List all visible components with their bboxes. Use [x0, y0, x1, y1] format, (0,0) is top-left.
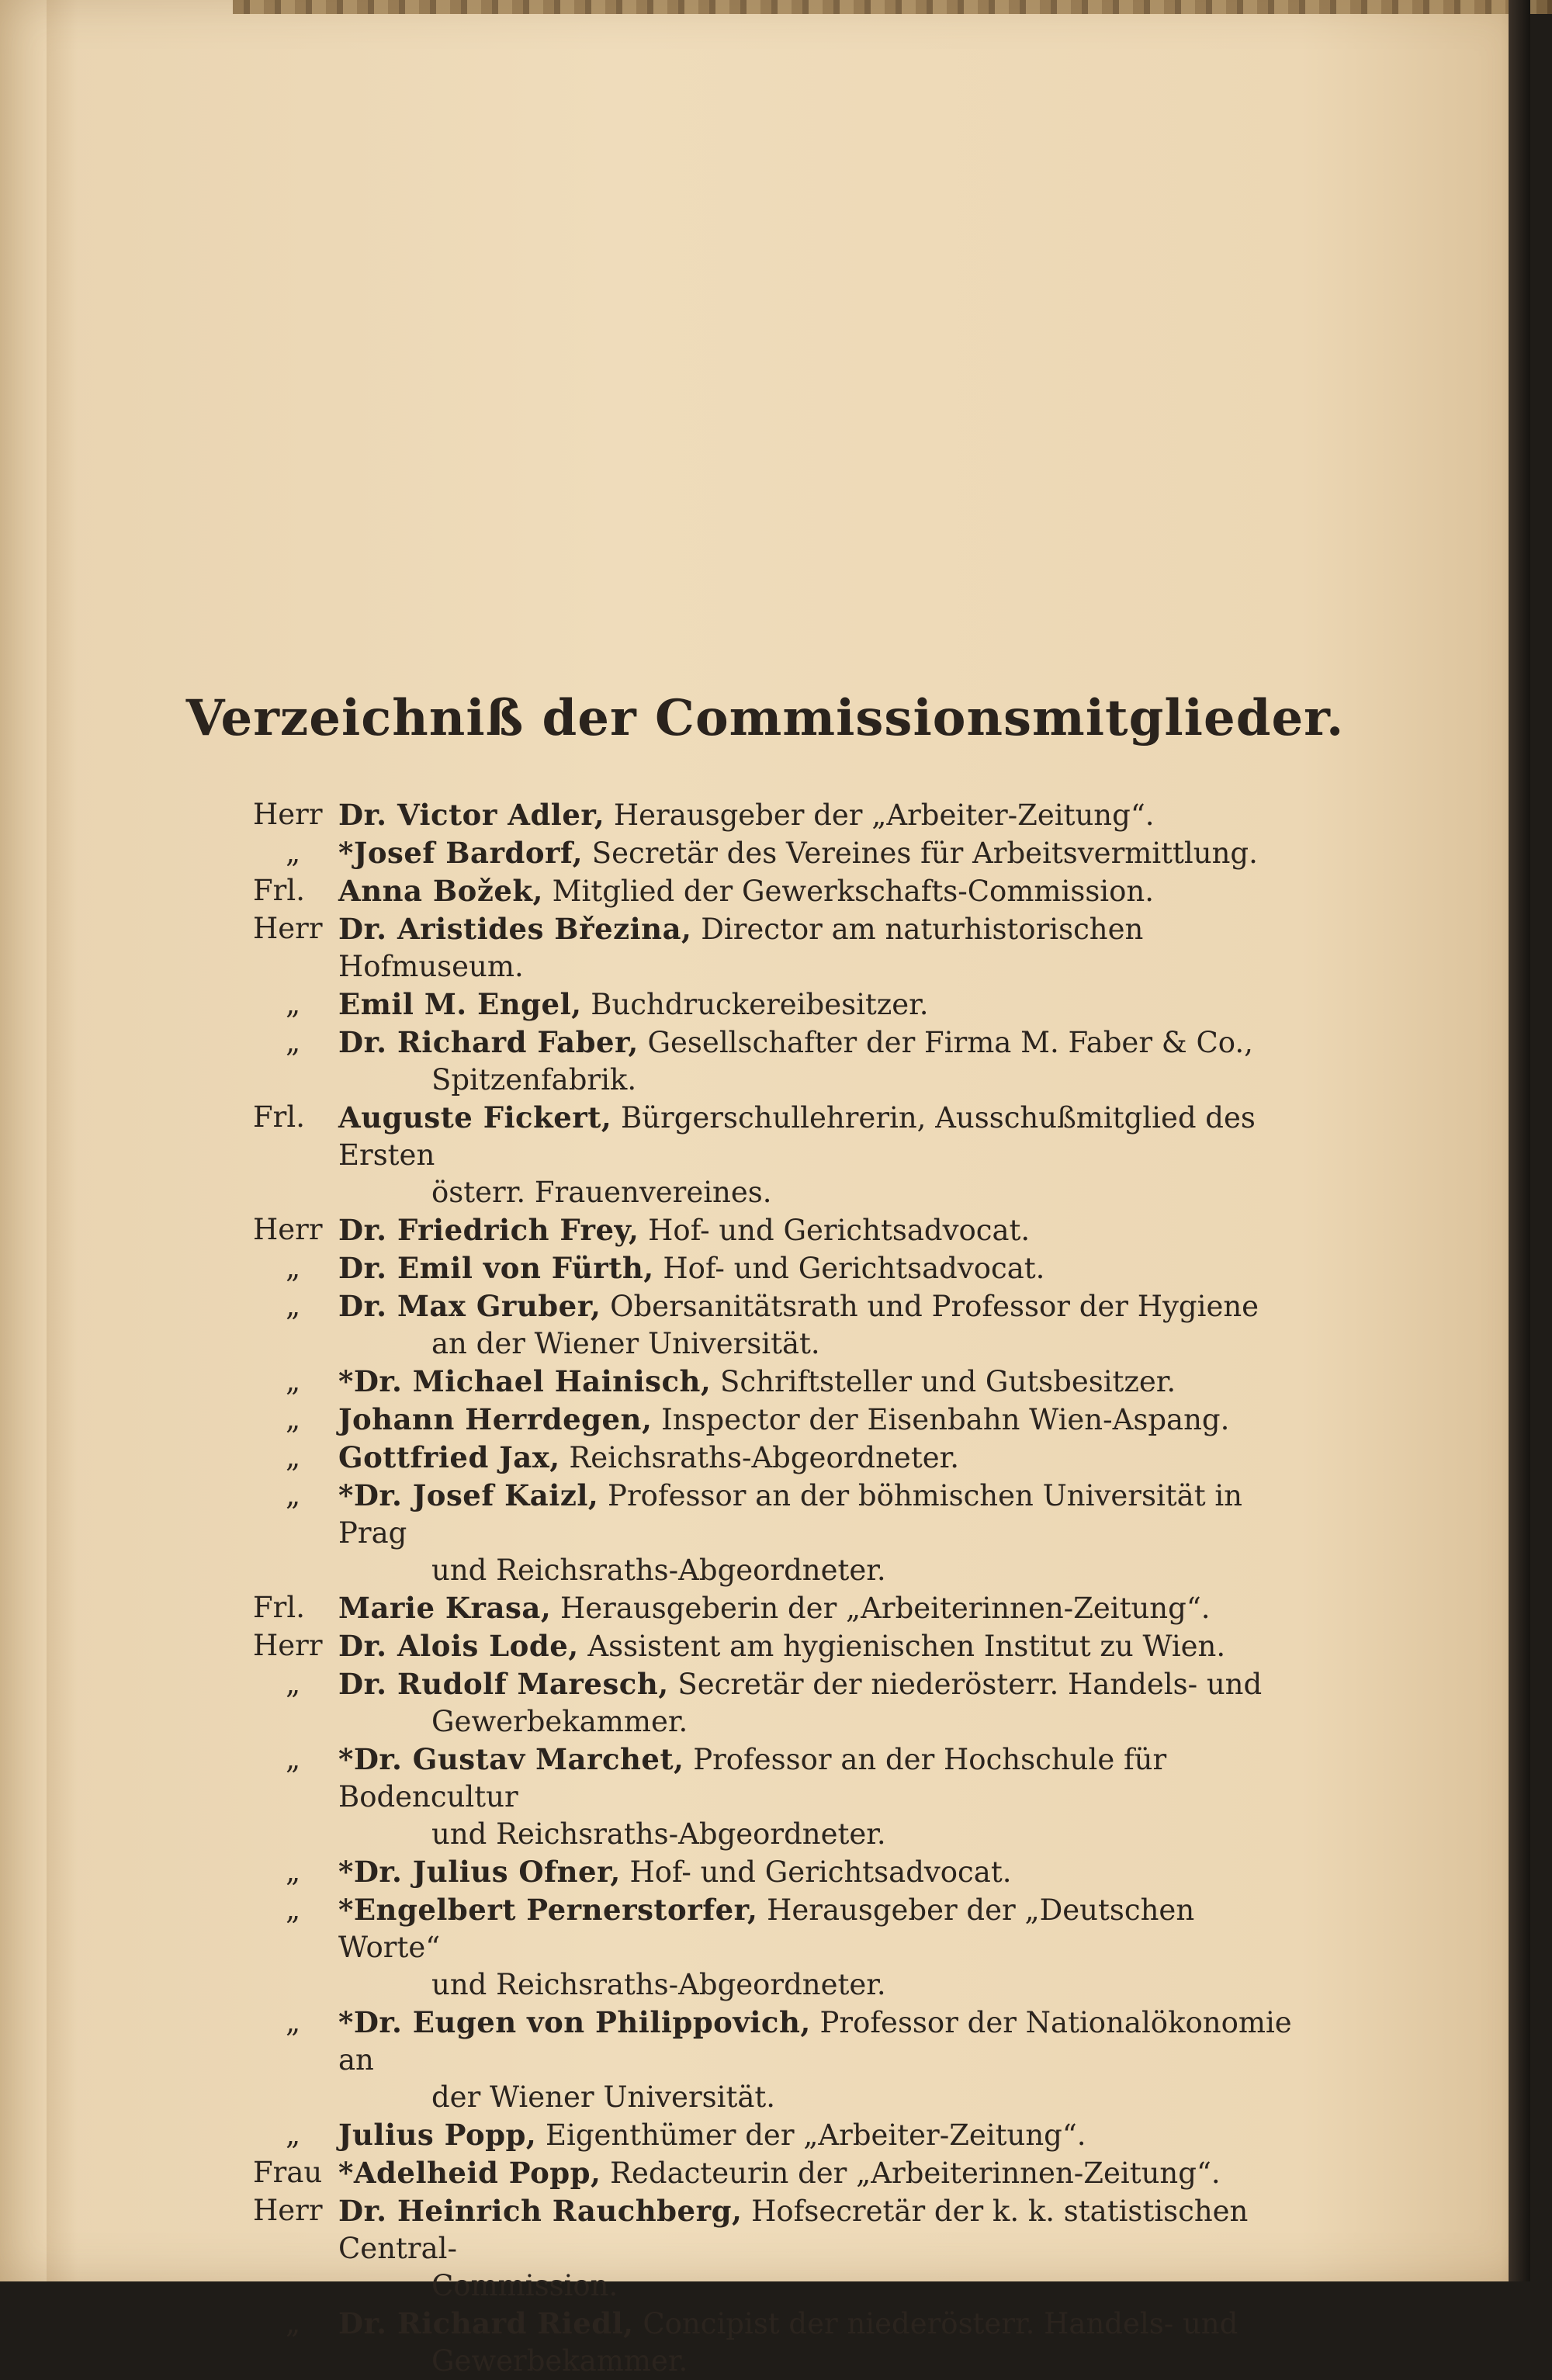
list-item — [253, 2004, 1294, 2116]
member-name: Dr. Max Gruber, — [338, 1289, 601, 1323]
list-item — [253, 2116, 1294, 2154]
member-description-continuation: Gewerbekammer. — [431, 2344, 688, 2378]
list-item — [253, 1363, 1294, 1401]
entry-prefix: „ — [286, 1251, 301, 1284]
list-item — [253, 2154, 1294, 2192]
member-description-continuation: der Wiener Universität. — [431, 2080, 776, 2114]
page-top-edge — [233, 0, 1552, 14]
member-name: *Dr. Josef Kaizl, — [338, 1478, 599, 1512]
member-description: Hof- und Gerichtsadvocat. — [639, 1214, 1031, 1247]
member-description: Herausgeber der „Arbeiter-Zeitung“. — [605, 799, 1155, 832]
member-name: Dr. Rudolf Maresch, — [338, 1667, 669, 1701]
member-name: Dr. Victor Adler, — [338, 798, 605, 832]
member-description: Professor der Nationalökonomie an — [338, 2006, 1292, 2077]
list-item — [253, 796, 1294, 834]
list-item — [253, 1211, 1294, 1249]
member-description-continuation: und Reichsraths-Abgeordneter. — [431, 1554, 886, 1587]
member-description: Schriftsteller und Gutsbesitzer. — [711, 1365, 1176, 1398]
member-name: Julius Popp, — [338, 2118, 537, 2152]
entry-prefix: Frau — [253, 2156, 323, 2189]
member-description-continuation: Commission. — [431, 2269, 618, 2302]
member-name: *Dr. Michael Hainisch, — [338, 1364, 712, 1398]
page-title: Verzeichniß der Commissionsmitglieder. — [185, 689, 1345, 747]
entry-prefix: „ — [286, 1364, 301, 1398]
member-name: *Josef Bardorf, — [338, 836, 583, 870]
member-description: Professor an der Hochschule für Bodencultur — [338, 1743, 1167, 1814]
list-item — [253, 1741, 1294, 1853]
list-item — [253, 1589, 1294, 1627]
list-item — [253, 1439, 1294, 1477]
list-item — [253, 1477, 1294, 1589]
list-item — [253, 1853, 1294, 1891]
member-description: Buchdruckereibesitzer. — [581, 988, 929, 1021]
list-item — [253, 910, 1294, 986]
list-item — [253, 1099, 1294, 1211]
entry-prefix: „ — [286, 1742, 301, 1775]
list-item — [253, 1665, 1294, 1741]
member-description-continuation: und Reichsraths-Abgeordneter. — [431, 1817, 886, 1851]
member-description: Gesellschafter der Firma M. Faber & Co., — [638, 1026, 1253, 1059]
list-item — [253, 872, 1294, 910]
list-item — [253, 2305, 1294, 2380]
entry-prefix: Frl. — [253, 1591, 305, 1624]
list-item — [253, 1401, 1294, 1439]
member-description: Professor an der böhmischen Universität in Prag — [338, 1479, 1242, 1550]
entry-prefix: „ — [286, 836, 301, 869]
member-description: Hof- und Gerichtsadvocat. — [653, 1252, 1045, 1285]
book-spine-edge — [1509, 0, 1530, 2281]
member-description-continuation: österr. Frauenvereines. — [431, 1176, 772, 1209]
entry-prefix: „ — [286, 1025, 301, 1058]
member-description-continuation: Gewerbekammer. — [431, 1705, 688, 1738]
member-description: Hof- und Gerichtsadvocat. — [620, 1855, 1012, 1889]
member-description-continuation: und Reichsraths-Abgeordneter. — [431, 1968, 886, 2001]
member-name: *Dr. Gustav Marchet, — [338, 1742, 684, 1776]
entry-prefix: Herr — [253, 2194, 323, 2227]
list-item — [253, 2192, 1294, 2305]
member-description: Herausgeberin der „Arbeiterinnen-Zeitung“. — [551, 1592, 1211, 1625]
member-name: *Engelbert Pernerstorfer, — [338, 1893, 758, 1927]
list-item — [253, 1024, 1294, 1099]
member-name: Dr. Richard Faber, — [338, 1025, 639, 1059]
member-description: Obersanitätsrath und Professor der Hygiene — [601, 1290, 1259, 1323]
entry-prefix: „ — [286, 1289, 301, 1322]
member-list — [253, 796, 1294, 2380]
member-name: Emil M. Engel, — [338, 987, 582, 1021]
entry-prefix: „ — [286, 1855, 301, 1888]
member-description: Eigenthümer der „Arbeiter-Zeitung“. — [536, 2118, 1086, 2152]
member-name: Dr. Aristides Březina, — [338, 912, 692, 946]
entry-prefix: Herr — [253, 912, 323, 945]
member-name: Johann Herrdegen, — [338, 1402, 653, 1436]
member-name: Dr. Emil von Fürth, — [338, 1251, 654, 1285]
entry-prefix: „ — [286, 2118, 301, 2151]
member-description: Redacteurin der „Arbeiterinnen-Zeitung“. — [601, 2157, 1221, 2190]
entry-prefix: Frl. — [253, 1100, 305, 1134]
entry-prefix: „ — [286, 1440, 301, 1474]
entry-prefix: „ — [286, 987, 301, 1020]
member-name: Auguste Fickert, — [338, 1100, 612, 1135]
member-description: Assistent am hygienischen Institut zu Wien. — [578, 1630, 1226, 1663]
entry-prefix: „ — [286, 1402, 301, 1436]
member-name: Marie Krasa, — [338, 1591, 552, 1625]
member-name: Gottfried Jax, — [338, 1440, 560, 1474]
member-description: Reichsraths-Abgeordneter. — [559, 1441, 959, 1474]
entry-prefix: Herr — [253, 1629, 323, 1662]
member-name: *Dr. Julius Ofner, — [338, 1855, 621, 1889]
entry-prefix: „ — [286, 1893, 301, 1926]
entry-prefix: Herr — [253, 1213, 323, 1246]
list-item — [253, 1287, 1294, 1363]
member-name: Anna Božek, — [338, 874, 543, 908]
member-description-continuation: Spitzenfabrik. — [431, 1063, 637, 1096]
member-description: Secretär des Vereines für Arbeitsvermittlung. — [582, 837, 1258, 870]
member-description: Herausgeber der „Deutschen Worte“ — [338, 1893, 1195, 1964]
list-item — [253, 1627, 1294, 1665]
member-description: Concipist der niederösterr. Handels- und — [633, 2307, 1238, 2340]
member-description: Inspector der Eisenbahn Wien-Aspang. — [652, 1403, 1230, 1436]
member-description-continuation: an der Wiener Universität. — [431, 1327, 820, 1360]
member-description: Secretär der niederösterr. Handels- und — [668, 1668, 1263, 1701]
list-item — [253, 834, 1294, 872]
member-description: Director am naturhistorischen Hofmuseum. — [338, 913, 1144, 983]
member-description: Mitglied der Gewerkschafts-Commission. — [542, 875, 1155, 908]
member-name: *Dr. Eugen von Philippovich, — [338, 2005, 811, 2039]
member-name: Dr. Heinrich Rauchberg, — [338, 2194, 743, 2228]
entry-prefix: „ — [286, 1478, 301, 1512]
member-description: Bürgerschullehrerin, Ausschußmitglied des Ersten — [338, 1101, 1256, 1172]
member-name: Dr. Friedrich Frey, — [338, 1213, 639, 1247]
entry-prefix: „ — [286, 2005, 301, 2039]
list-item — [253, 986, 1294, 1024]
member-name: Dr. Alois Lode, — [338, 1629, 579, 1663]
list-item — [253, 1249, 1294, 1287]
entry-prefix: Frl. — [253, 874, 305, 907]
entry-prefix: „ — [286, 1667, 301, 1700]
entry-prefix: Herr — [253, 798, 323, 831]
member-name: Dr. Richard Riedl, — [338, 2306, 634, 2340]
entry-prefix: „ — [286, 2306, 301, 2340]
member-description: Hofsecretär der k. k. statistischen Central- — [338, 2195, 1249, 2265]
member-name: *Adelheid Popp, — [338, 2156, 601, 2190]
list-item — [253, 1891, 1294, 2004]
